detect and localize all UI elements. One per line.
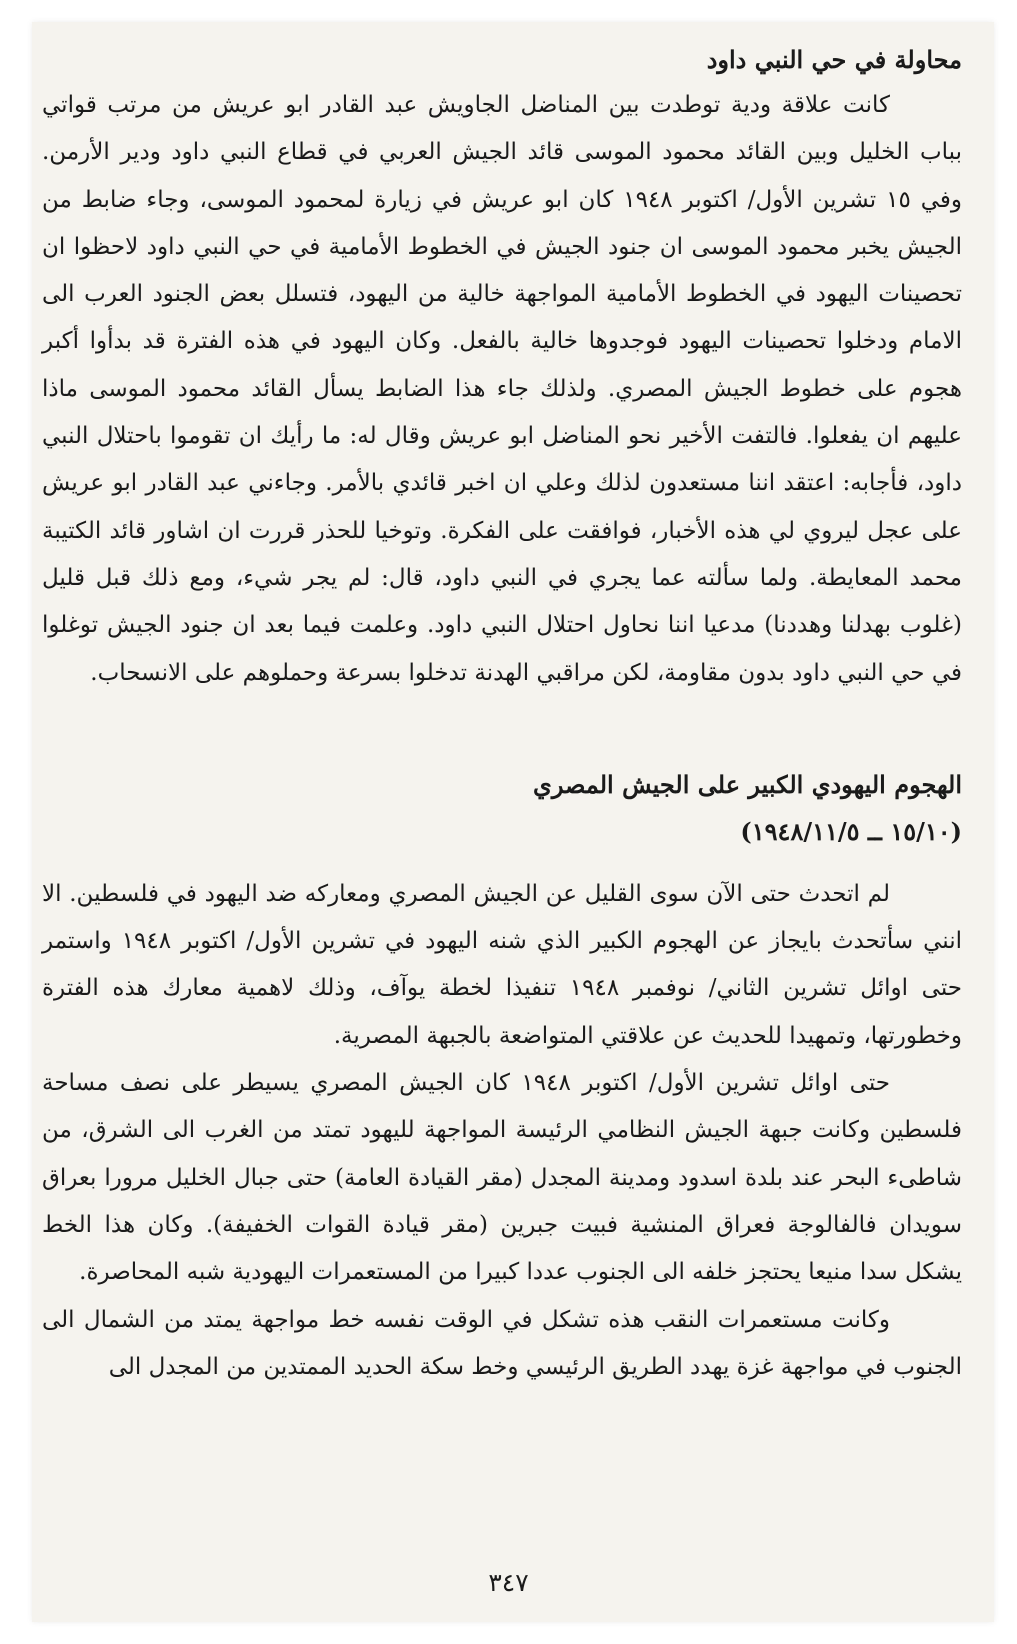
section-dates: (١٥/١٠ ــ ١٩٤٨/١١/٥) [740, 816, 962, 846]
section-spacer-small [42, 855, 962, 871]
section-heading-nabi-daoud: محاولة في حي النبي داود [706, 45, 962, 74]
page-content [42, 38, 962, 1391]
paragraph-nabi-daoud: كانت علاقة ودية توطدت بين المناضل الجاويش عبد القادر ابو عريش من مرتب قواتي بباب الخليل وبين القائد محمود الموسى قائد الجيش العربي في قطاع النبي داود ودير الأرمن. وفي ١٥ تشرين الأول/ اكتوبر ١٩٤٨ كان ابو عريش في زيارة لمحمود الموسى، وجاء ضابط من الجيش يخبر محمود الموسى ان جنود الجيش في الخطوط الأمامية في حي النبي داود لاحظوا ان تحصينات اليهود في الخطوط الأمامية المواجهة خالية من اليهود، فتسلل بعض الجنود العرب الى الامام ودخلوا تحصينات اليهود فوجدوها خالية بالفعل. وكان اليهود في هذه الفترة قد بدأوا أكبر هجوم على خطوط الجيش المصري. ولذلك جاء هذا الضابط يسأل القائد محمود الموسى ماذا عليهم ان يفعلوا. فالتفت الأخير نحو المناضل ابو عريش وقال له: ما رأيك ان تقوموا باحتلال النبي داود، فأجابه: اعتقد اننا مستعدون لذلك وعلي ان اخبر قائدي بالأمر. وجاءني عبد القادر ابو عريش على عجل ليروي لي هذه الأخبار، فوافقت على الفكرة. وتوخيا للحذر قررت ان اشاور قائد الكتيبة محمد المعايطة. ولما سألته عما يجري في النبي داود، قال: لم يجر شيء، ومع ذلك قبل قليل (غلوب بهدلنا وهددنا) مدعيا اننا نحاول احتلال النبي داود. وعلمت فيما بعد ان جنود الجيش توغلوا في حي النبي داود بدون مقاومة، لكن مراقبي الهدنة تدخلوا بسرعة وحملوهم على الانسحاب. [42, 92, 962, 686]
section-heading-jewish-attack: الهجوم اليهودي الكبير على الجيش المصري [533, 769, 962, 799]
paragraph-negev-settlements: وكانت مستعمرات النقب هذه تشكل في الوقت نفسه خط مواجهة يمتد من الشمال الى الجنوب في مواجهة غزة يهدد الطريق الرئيسي وخط سكة الحديد الممتدين من المجدل الى [42, 1306, 962, 1380]
page-number: ٣٤٧ [488, 1568, 529, 1597]
section-spacer [42, 697, 962, 763]
paragraph-egyptian-front: حتى اوائل تشرين الأول/ اكتوبر ١٩٤٨ كان الجيش المصري يسيطر على نصف مساحة فلسطين وكانت جبهة الجيش النظامي الرئيسة المواجهة لليهود تمتد من الغرب الى الشرق، من شاطىء البحر عند بلدة اسدود ومدينة المجدل (مقر القيادة العامة) حتى جبال الخليل مرورا بعراق سويدان فالفالوجة فعراق المنشية فبيت جبرين (مقر قيادة القوات الخفيفة). وكان هذا الخط يشكل سدا منيعا يحتجز خلفه الى الجنوب عددا كبيرا من المستعمرات اليهودية شبه المحاصرة. [42, 1070, 962, 1286]
paragraph-egyptian-army-intro: لم اتحدث حتى الآن سوى القليل عن الجيش المصري ومعاركه ضد اليهود في فلسطين. الا انني سأتحدث بايجاز عن الهجوم الكبير الذي شنه اليهود في تشرين الأول/ اكتوبر ١٩٤٨ واستمر حتى اوائل تشرين الثاني/ نوفمبر ١٩٤٨ تنفيذا لخطة يوآف، وذلك لاهمية معارك هذه الفترة وخطورتها، وتمهيدا للحديث عن علاقتي المتواضعة بالجبهة المصرية. [42, 880, 963, 1049]
